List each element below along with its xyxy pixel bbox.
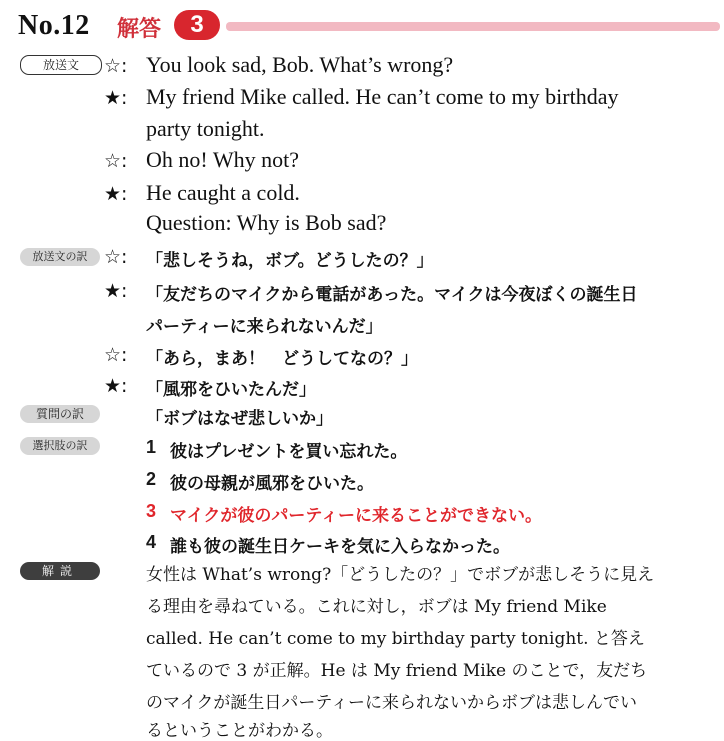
- question-header: [14, 8, 714, 44]
- explanation-line-2: る理由を尋ねている。これに対し，ボブは My friend Mike: [146, 597, 607, 617]
- script-line-1: You look sad, Bob. What’s wrong?: [146, 52, 454, 77]
- header-rule: [226, 22, 720, 31]
- white-star-icon: ☆:: [104, 246, 128, 268]
- black-star-icon: ★:: [104, 183, 128, 205]
- explanation-line-3: called. He can’t come to my birthday party tonight. と答え: [146, 629, 645, 649]
- explanation-line-6: るということがわかる。: [146, 721, 333, 741]
- translation-line-2a: 「友だちのマイクから電話があった。マイクは今夜ぼくの誕生日: [146, 285, 638, 305]
- translation-tag: 放送文の訳: [20, 248, 100, 266]
- script-question: Question: Why is Bob sad?: [146, 210, 387, 235]
- question-translation-tag: 質問の訳: [20, 405, 100, 423]
- explanation-tag: 解説: [20, 562, 100, 580]
- white-star-icon: ☆:: [104, 150, 128, 172]
- white-star-icon: ☆:: [104, 344, 128, 366]
- black-star-icon: ★:: [104, 87, 128, 109]
- script-line-4: He caught a cold.: [146, 180, 300, 205]
- translation-line-3: 「あら，まあ！ どうしてなの？」: [146, 349, 418, 369]
- choice-number: 1: [146, 437, 157, 457]
- white-star-icon: ☆:: [104, 55, 128, 77]
- script-tag: 放送文: [20, 55, 102, 75]
- question-translation: 「ボブはなぜ悲しいか」: [146, 409, 333, 429]
- choice-number: 4: [146, 532, 157, 552]
- explanation-line-4: ているので 3 が正解。He は My friend Mike のことで，友だち: [146, 661, 648, 681]
- choices-translation-tag: 選択肢の訳: [20, 437, 100, 455]
- choice-text: 彼の母親が風邪をひいた。: [170, 474, 374, 494]
- question-number: No.12: [18, 10, 90, 41]
- answer-badge: 3: [174, 10, 220, 40]
- explanation-line-5: のマイクが誕生日パーティーに来られないからボブは悲しんでい: [146, 693, 637, 713]
- choice-number: 2: [146, 469, 157, 489]
- black-star-icon: ★:: [104, 280, 128, 302]
- translation-line-2b: パーティーに来られないんだ」: [146, 317, 383, 337]
- translation-line-4: 「風邪をひいたんだ」: [146, 380, 316, 400]
- script-line-2a: My friend Mike called. He can’t come to my birthday: [146, 84, 619, 109]
- answer-label: 解答: [117, 17, 162, 42]
- choice-text: マイクが彼のパーティーに来ることができない。: [170, 506, 542, 526]
- choice-text: 彼はプレゼントを買い忘れた。: [170, 442, 408, 462]
- script-line-2b: party tonight.: [146, 116, 265, 141]
- script-line-3: Oh no! Why not?: [146, 147, 299, 172]
- explanation-line-1: 女性は What’s wrong?「どうしたの？」でボブが悲しそうに見え: [146, 565, 655, 585]
- translation-line-1: 「悲しそうね，ボブ。どうしたの？」: [146, 251, 434, 271]
- choice-text: 誰も彼の誕生日ケーキを気に入らなかった。: [170, 537, 510, 557]
- choice-number: 3: [146, 501, 157, 521]
- black-star-icon: ★:: [104, 375, 128, 397]
